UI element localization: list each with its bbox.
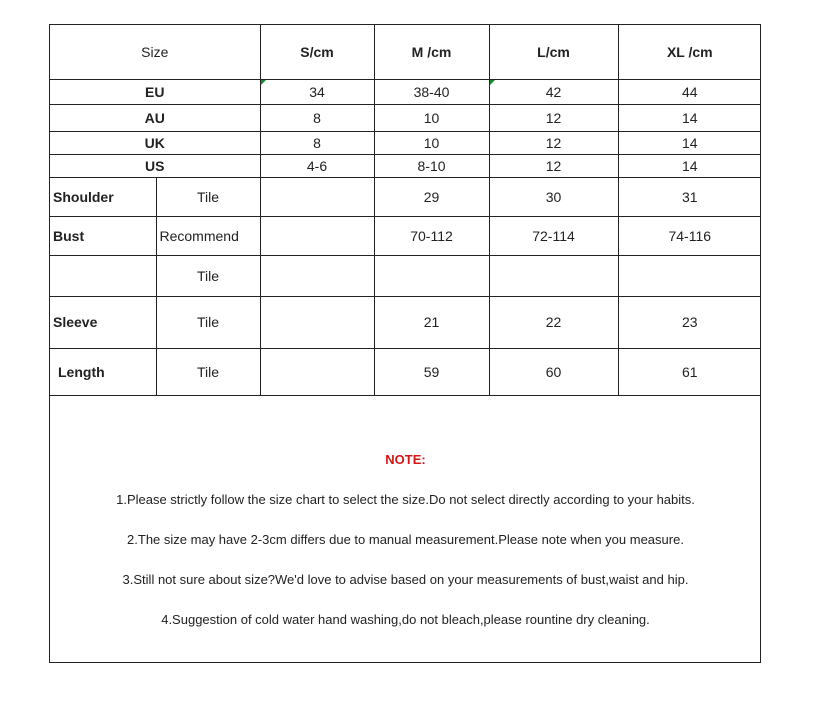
cell-sleeve-s	[260, 296, 374, 348]
cell-shoulder-xl: 31	[618, 177, 761, 216]
cell-sleeve-m: 21	[374, 296, 489, 348]
col-header-s: S/cm	[260, 25, 374, 79]
cell-us-s: 4-6	[260, 154, 374, 177]
note-line-2: 2.The size may have 2-3cm differs due to manual measurement.Please note when you measure.	[127, 532, 684, 547]
cell-blank-l	[489, 255, 618, 296]
size-chart	[49, 24, 761, 663]
cell-sleeve-l: 22	[489, 296, 618, 348]
row-sleeve	[50, 296, 761, 348]
cell-shoulder-m: 29	[374, 177, 489, 216]
cell-au-s: 8	[260, 104, 374, 131]
row-eu	[50, 79, 761, 104]
header-row	[50, 25, 761, 79]
cell-us-xl: 14	[618, 154, 761, 177]
cell-uk-m: 10	[374, 131, 489, 154]
cell-au-m: 10	[374, 104, 489, 131]
cell-length-xl: 61	[618, 348, 761, 395]
note-line-1: 1.Please strictly follow the size chart to select the size.Do not select directly according to your habits.	[116, 492, 695, 507]
measure-type-bust: Recommend	[156, 216, 260, 255]
row-length	[50, 348, 761, 395]
cell-bust-m: 70-112	[374, 216, 489, 255]
size-heading: Size	[50, 25, 260, 79]
cell-au-l: 12	[489, 104, 618, 131]
cell-length-m: 59	[374, 348, 489, 395]
cell-eu-l: 42	[489, 79, 618, 104]
row-au	[50, 104, 761, 131]
cell-bust-xl: 74-116	[618, 216, 761, 255]
measure-label-sleeve: Sleeve	[50, 296, 156, 348]
measure-label-length: Length	[50, 348, 156, 395]
row-uk	[50, 131, 761, 154]
cell-bust-s	[260, 216, 374, 255]
cell-length-l: 60	[489, 348, 618, 395]
row-us	[50, 154, 761, 177]
col-header-l: L/cm	[489, 25, 618, 79]
row-shoulder	[50, 177, 761, 216]
cell-us-l: 12	[489, 154, 618, 177]
cell-blank-s	[260, 255, 374, 296]
row-blank	[50, 255, 761, 296]
cell-eu-s: 34	[260, 79, 374, 104]
note-title: NOTE:	[385, 452, 426, 467]
cell-eu-xl: 44	[618, 79, 761, 104]
measure-label-bust: Bust	[50, 216, 156, 255]
cell-shoulder-l: 30	[489, 177, 618, 216]
measure-label-blank	[50, 255, 156, 296]
cell-sleeve-xl: 23	[618, 296, 761, 348]
cell-blank-m	[374, 255, 489, 296]
row-label-au: AU	[50, 104, 260, 131]
cell-shoulder-s	[260, 177, 374, 216]
note-line-3: 3.Still not sure about size?We'd love to advise based on your measurements of bust,waist and hip.	[122, 572, 689, 587]
row-label-us: US	[50, 154, 260, 177]
cell-au-xl: 14	[618, 104, 761, 131]
col-header-m: M /cm	[374, 25, 489, 79]
measure-type-blank: Tile	[156, 255, 260, 296]
cell-us-m: 8-10	[374, 154, 489, 177]
row-label-uk: UK	[50, 131, 260, 154]
measure-label-shoulder: Shoulder	[50, 177, 156, 216]
cell-uk-xl: 14	[618, 131, 761, 154]
cell-bust-l: 72-114	[489, 216, 618, 255]
measure-type-shoulder: Tile	[156, 177, 260, 216]
cell-blank-xl	[618, 255, 761, 296]
measure-type-sleeve: Tile	[156, 296, 260, 348]
cell-uk-l: 12	[489, 131, 618, 154]
row-bust	[50, 216, 761, 255]
measure-type-length: Tile	[156, 348, 260, 395]
cell-length-s	[260, 348, 374, 395]
col-header-xl: XL /cm	[618, 25, 761, 79]
size-table	[50, 25, 761, 396]
row-label-eu: EU	[50, 79, 260, 104]
cell-uk-s: 8	[260, 131, 374, 154]
cell-eu-m: 38-40	[374, 79, 489, 104]
note-line-4: 4.Suggestion of cold water hand washing,do not bleach,please rountine dry cleaning.	[161, 612, 650, 627]
